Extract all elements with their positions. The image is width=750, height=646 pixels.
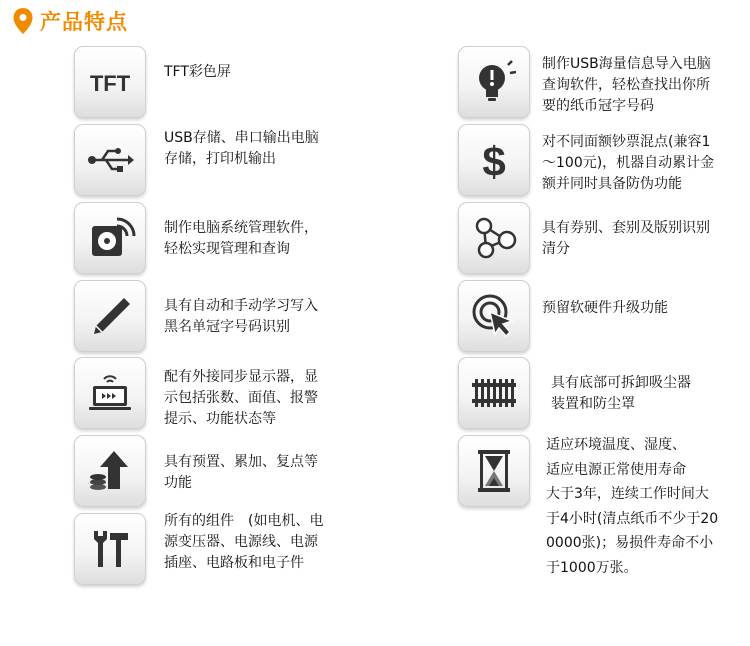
feature-item — [458, 357, 741, 429]
feature-item — [74, 46, 354, 118]
feature-tile — [74, 513, 146, 585]
feature-text: 对不同面额钞票混点(兼容1 ～100元)，机器自动累计金 额并同时具备防伪功能 — [542, 134, 715, 192]
feature-text: USB存储、串口输出电脑 存储，打印机输出 — [164, 130, 319, 167]
dollar-icon — [468, 134, 520, 186]
feature-tile — [74, 435, 146, 507]
tools-icon — [84, 523, 136, 575]
feature-tile — [458, 280, 530, 352]
feature-text: 所有的组件 (如电机、电 源变压器、电源线、电源 插座、电路板和电子件 — [164, 513, 324, 571]
feature-tile — [74, 124, 146, 196]
disc-wireless-icon — [84, 212, 136, 264]
feature-item — [74, 435, 354, 507]
feature-tile — [74, 46, 146, 118]
lightbulb-icon — [468, 56, 520, 108]
laptop-icon — [84, 367, 136, 419]
filter-icon — [468, 367, 520, 419]
usb-icon — [84, 134, 136, 186]
feature-text: 具有底部可拆卸吸尘器 装置和防尘罩 — [551, 375, 691, 412]
pen-icon — [84, 290, 136, 342]
location-pin-icon — [12, 7, 34, 35]
svg-text:$: $ — [482, 138, 506, 185]
feature-item — [458, 202, 732, 274]
section-header — [12, 6, 128, 36]
feature-tile — [458, 124, 530, 196]
molecule-icon — [468, 212, 520, 264]
feature-item — [458, 124, 732, 196]
feature-tile — [458, 435, 530, 507]
cursor-click-icon — [468, 290, 520, 342]
feature-item — [74, 513, 354, 585]
feature-text: 适应环境温度、湿度、 适应电源正常使用寿命 大于3年，连续工作时间大 于4小时(清点纸币不少于20 0000张)；易损件寿命不小 于1000万张。 — [546, 437, 719, 576]
feature-tile — [458, 46, 530, 118]
feature-tile — [74, 280, 146, 352]
feature-tile — [74, 357, 146, 429]
feature-tile — [458, 357, 530, 429]
feature-item — [74, 357, 354, 430]
feature-text: 具有券别、套别及版别识别 清分 — [542, 220, 710, 257]
section-title: 产品特点 — [40, 10, 128, 34]
feature-item — [458, 46, 732, 118]
feature-tile — [74, 202, 146, 274]
feature-item — [458, 435, 736, 580]
feature-item — [74, 202, 354, 274]
svg-text:TFT: TFT — [89, 71, 131, 96]
feature-text: 预留软硬件升级功能 — [542, 300, 668, 316]
feature-text: 具有预置、累加、复点等 功能 — [164, 454, 318, 491]
feature-item — [74, 124, 354, 196]
hourglass-icon — [468, 445, 520, 497]
feature-text: TFT彩色屏 — [164, 64, 231, 80]
feature-text: 制作电脑系统管理软件， 轻松实现管理和查询 — [164, 220, 318, 257]
tft-icon — [84, 56, 136, 108]
feature-text: 配有外接同步显示器，显 示包括张数、面值、报警 提示、功能状态等 — [164, 369, 318, 427]
feature-item — [458, 280, 732, 352]
feature-text: 制作USB海量信息导入电脑 查询软件，轻松查找出你所 要的纸币冠字号码 — [542, 56, 711, 114]
feature-tile — [458, 202, 530, 274]
stack-up-icon — [84, 445, 136, 497]
feature-item — [74, 280, 354, 352]
feature-text: 具有自动和手动学习写入 黑名单冠字号码识别 — [164, 298, 318, 335]
